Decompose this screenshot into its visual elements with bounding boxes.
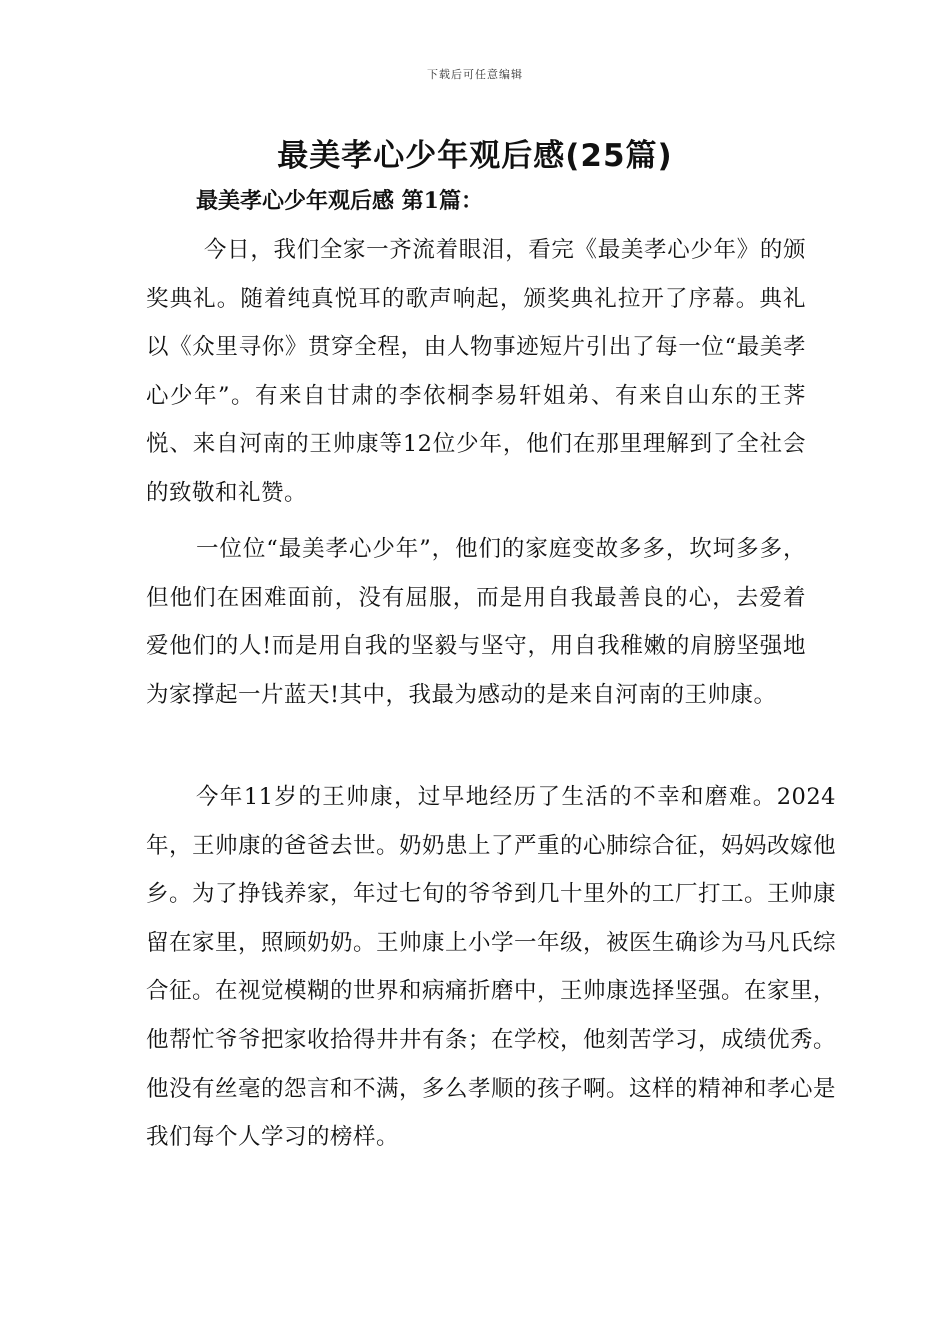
- body-paragraph: 一位位“最美孝心少年”，他们的家庭变故多多，坎坷多多，但他们在困难面前，没有屈服，而是用自我最善良的心，去爱着爱他们的人!而是用自我的坚毅与坚守，用自我稚嫩的肩膀坚强地为家撑起一片蓝天!其中，我最为感动的是来自河南的王帅康。: [146, 536, 806, 708]
- body-paragraph: 今年11岁的王帅康，过早地经历了生活的不幸和磨难。2024年，王帅康的爸爸去世。奶奶患上了严重的心肺综合征，妈妈改嫁他乡。为了挣钱养家，年过七旬的爷爷到几十里外的工厂打工。王帅康留在家里，照顾奶奶。王帅康上小学一年级，被医生确诊为马凡氏综合征。在视觉模糊的世界和病痛折磨中，王帅康选择坚强。在家里，他帮忙爷爷把家收拾得井井有条；在学校，他刻苦学习，成绩优秀。他没有丝毫的怨言和不满，多么孝顺的孩子啊。这样的精神和孝心是我们每个人学习的榜样。: [146, 784, 837, 1151]
- document-title: 最美孝心少年观后感(25篇): [277, 138, 673, 174]
- section-heading: 最美孝心少年观后感 第1篇：: [196, 188, 483, 214]
- page-header-note: 下载后可任意编辑: [427, 68, 523, 81]
- body-paragraph: 今日，我们全家一齐流着眼泪，看完《最美孝心少年》的颁奖典礼。随着纯真悦耳的歌声响起，颁奖典礼拉开了序幕。典礼以《众里寻你》贯穿全程，由人物事迹短片引出了每一位“最美孝心少年”。有来自甘肃的李依桐李易轩姐弟、有来自山东的王荠悦、来自河南的王帅康等12位少年，他们在那里理解到了全社会的致敬和礼赞。: [146, 237, 806, 506]
